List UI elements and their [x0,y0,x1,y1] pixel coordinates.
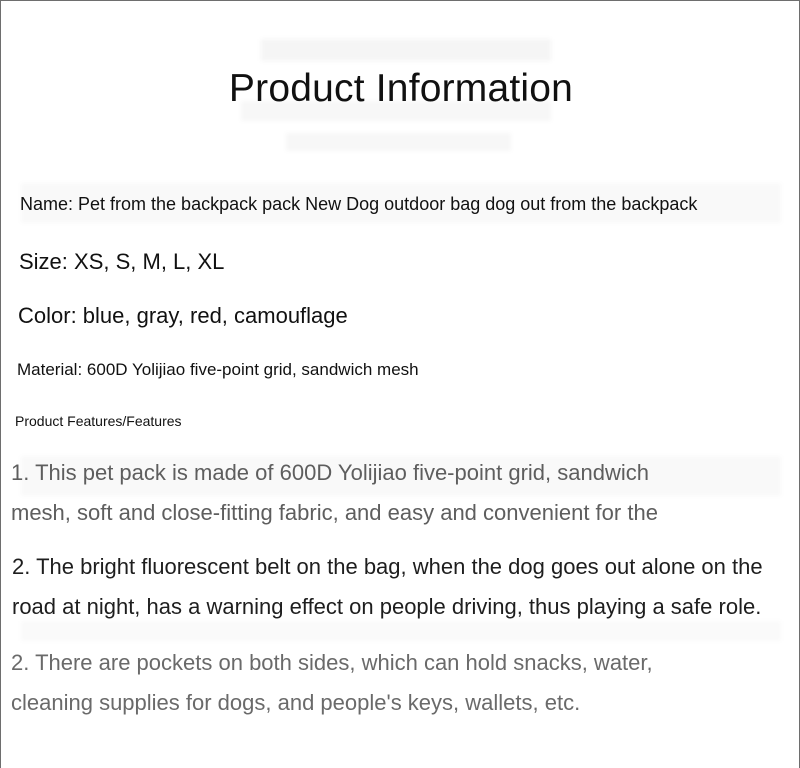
feature-paragraph [11,453,781,537]
background-artifact [261,39,551,61]
feature-line: 2. There are pockets on both sides, which can hold snacks, water, [11,650,653,675]
feature-line: road at night, has a warning effect on people driving, thus playing a safe role. [12,594,762,619]
feature-line: 2. The bright fluorescent belt on the bag, when the dog goes out alone on the [12,554,763,579]
product-size: Size: XS, S, M, L, XL [19,249,225,274]
feature-paragraph [12,547,782,627]
feature-line: 1. This pet pack is made of 600D Yolijiao five-point grid, sandwich [11,460,649,485]
product-color: Color: blue, gray, red, camouflage [18,303,348,328]
product-material: Material: 600D Yolijiao five-point grid, sandwich mesh [17,360,419,379]
background-artifact [286,133,511,151]
page-title: Product Information [228,67,574,110]
features-heading: Product Features/Features [15,413,182,429]
product-name: Name: Pet from the backpack pack New Dog outdoor bag dog out from the backpack [20,194,698,214]
feature-line: cleaning supplies for dogs, and people's keys, wallets, etc. [11,690,581,715]
feature-paragraph [11,643,781,723]
feature-line: mesh, soft and close-fitting fabric, and easy and convenient for the [11,500,658,525]
